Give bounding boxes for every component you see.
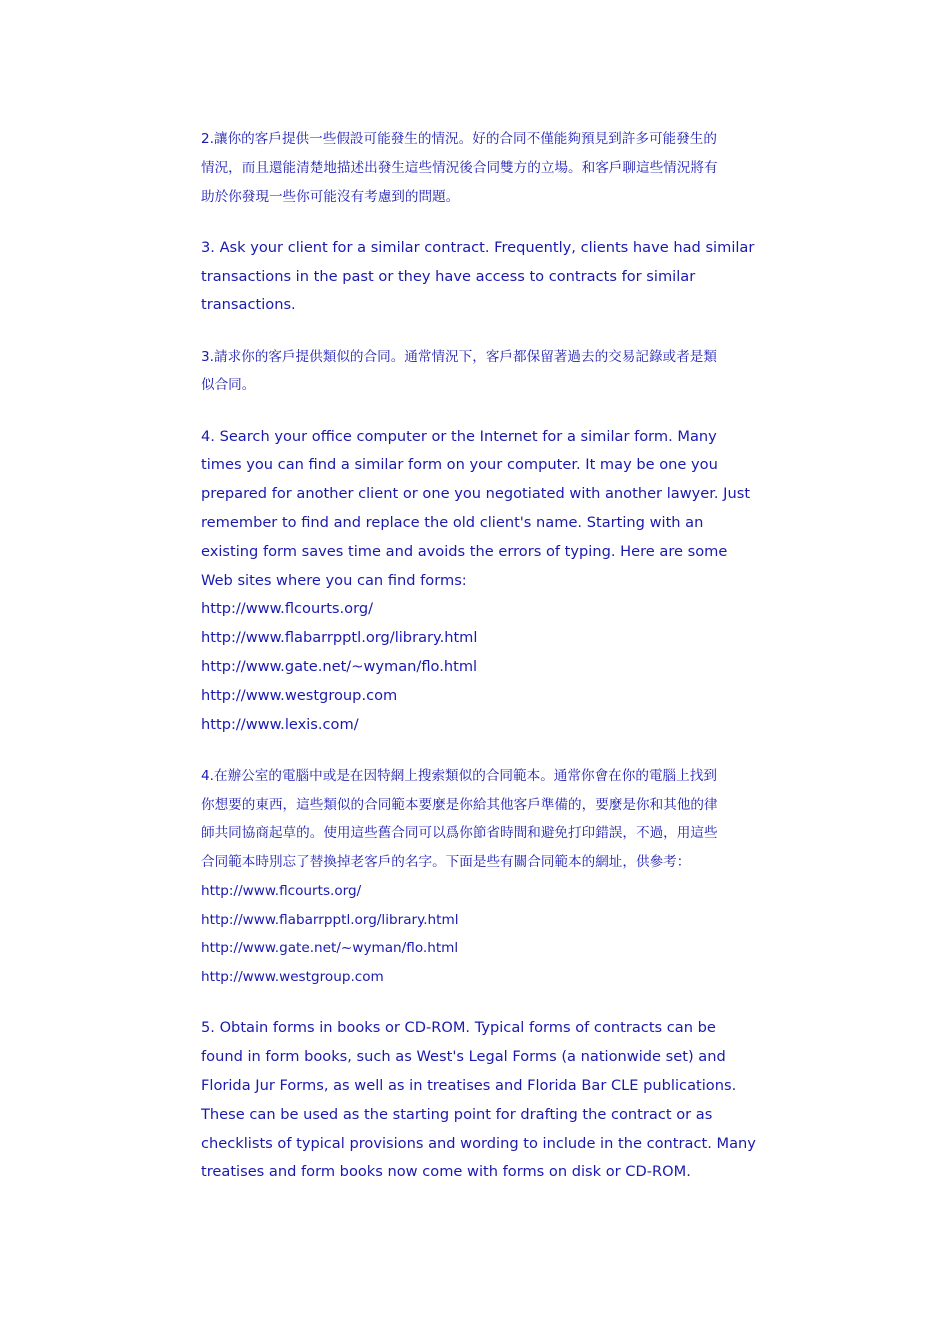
text-line: existing form saves time and avoids the errors of typing. Here are some — [201, 542, 728, 560]
text-line: times you can find a similar form on your computer. It may be one you — [201, 456, 718, 474]
text-line: found in form books, such as West's Legal Forms (a nationwide set) and — [201, 1048, 726, 1066]
url-text: http://www.westgroup.com — [201, 969, 384, 986]
text-line: 4.在辦公室的電腦中或是在因特網上搜索類似的合同範本。通常你會在你的電腦上找到 — [201, 767, 717, 784]
url-text: http://www.flabarrpptl.org/library.html — [201, 911, 459, 928]
text-line: 助於你發現一些你可能沒有考慮到的問題。 — [201, 188, 460, 205]
url-text: http://www.gate.net/~wyman/flo.html — [201, 657, 478, 675]
url-text: http://www.flcourts.org/ — [201, 882, 362, 899]
text-line: prepared for another client or one you negotiated with another lawyer. Just — [201, 485, 751, 503]
paragraph-p3-zh — [201, 343, 761, 401]
paragraph-p2-zh — [201, 125, 761, 211]
url-text: http://www.flabarrpptl.org/library.html — [201, 629, 478, 647]
text-line: 你想要的東西，這些類似的合同範本要麼是你給其他客戶準備的，要麼是你和其他的律 — [201, 796, 718, 813]
text-line: 似合同。 — [201, 377, 256, 394]
text-line: 3.請求你的客戶提供類似的合同。通常情況下，客戶都保留著過去的交易記錄或者是類 — [201, 348, 717, 365]
text-line: 合同範本時別忘了替換掉老客戶的名字。下面是些有關合同範本的網址，供參考： — [201, 854, 691, 871]
text-line: transactions. — [201, 296, 296, 314]
text-line: These can be used as the starting point for drafting the contract or as — [201, 1105, 713, 1123]
text-line: Web sites where you can find forms: — [201, 571, 467, 589]
text-line: checklists of typical provisions and wording to include in the contract. Many — [201, 1134, 756, 1152]
text-line: treatises and form books now come with forms on disk or CD-ROM. — [201, 1163, 691, 1181]
url-text: http://www.gate.net/~wyman/flo.html — [201, 940, 459, 957]
text-line: 5. Obtain forms in books or CD-ROM. Typical forms of contracts can be — [201, 1019, 716, 1037]
url-text: http://www.lexis.com/ — [201, 715, 359, 733]
paragraph-p5-en — [201, 1014, 761, 1187]
paragraph-p4-zh — [201, 762, 761, 992]
paragraph-p4-en — [201, 423, 761, 740]
text-line: 3. Ask your client for a similar contract. Frequently, clients have had similar — [201, 238, 755, 256]
document-page — [201, 125, 761, 1210]
text-line: 4. Search your office computer or the Internet for a similar form. Many — [201, 427, 717, 445]
url-text: http://www.flcourts.org/ — [201, 600, 374, 618]
text-line: transactions in the past or they have access to contracts for similar — [201, 267, 696, 285]
text-line: Florida Jur Forms, as well as in treatises and Florida Bar CLE publications. — [201, 1077, 737, 1095]
text-line: remember to find and replace the old client's name. Starting with an — [201, 513, 704, 531]
text-line: 2.讓你的客戶提供一些假設可能發生的情況。好的合同不僅能夠預見到許多可能發生的 — [201, 131, 717, 147]
url-text: http://www.westgroup.com — [201, 686, 398, 704]
text-line: 情況，而且還能清楚地描述出發生這些情況後合同雙方的立場。和客戶聊這些情況將有 — [201, 159, 718, 176]
text-line: 師共同協商起草的。使用這些舊合同可以爲你節省時間和避免打印錯誤，不過，用這些 — [201, 825, 718, 842]
paragraph-p3-en — [201, 234, 761, 320]
